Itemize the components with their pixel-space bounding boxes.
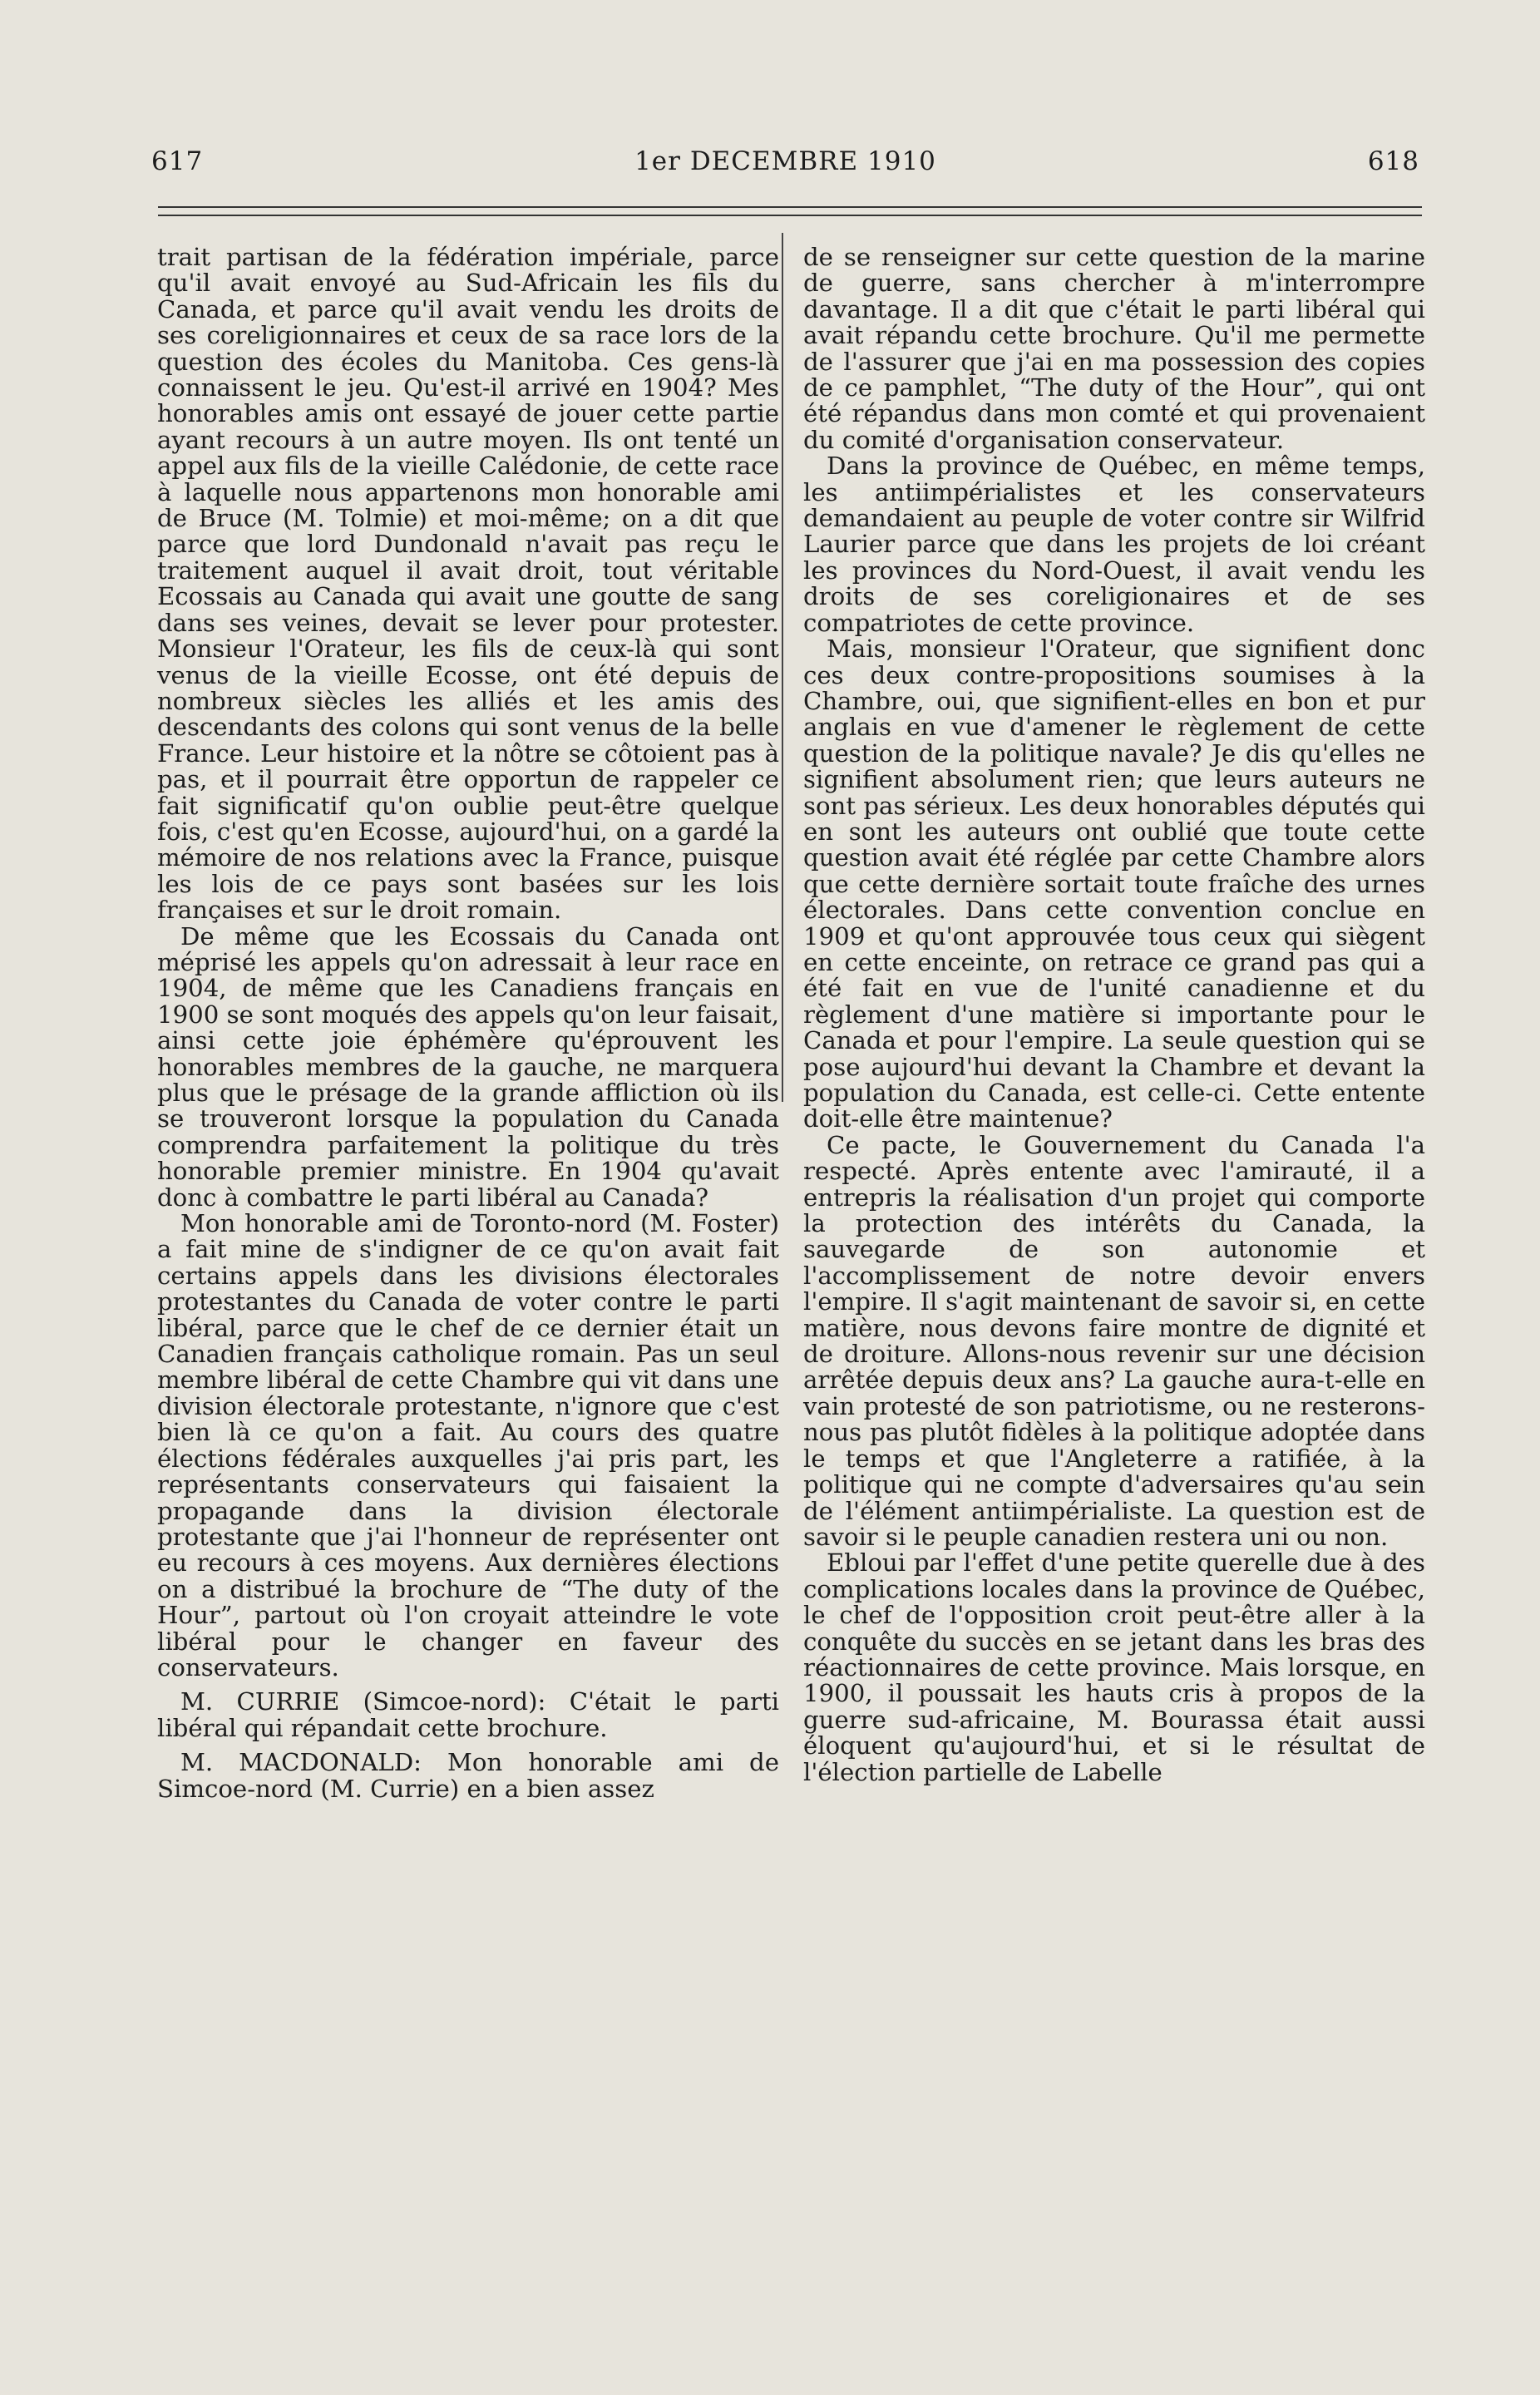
paragraph: De même que les Ecossais du Canada ont méprisé les appels qu'on adressait à leur race en 1904, de même que les Canadiens français en 1900 se sont moqués des appels qu'on leur faisait, ainsi cette joie éphémère qu'éprouvent les honorables membres de la gauche, ne marquera plus que le présage de la grande affliction où ils se trouveront lorsque la population du Canada comprendra parfaitement la politique du très honorable premier ministre. En 1904 qu'avait donc à combattre le parti libéral au Canada? xyxy=(157,921,779,1212)
paragraph: Ebloui par l'effet d'une petite querelle due à des complications locales dans la province de Québec, le chef de l'opposition croit peut-être aller à la conquête du succès en se jetant dans les bras des réactionnaires de cette province. Mais lorsque, en 1900, il poussait les hauts cris à propos de la guerre sud-africaine, M. Bourassa était aussi éloquent qu'aujourd'hui, et si le résultat de l'élection partielle de Labelle xyxy=(803,1548,1425,1786)
paragraph: Mon honorable ami de Toronto-nord (M. Foster) a fait mine de s'indigner de ce qu'on avait fait certains appels dans les divisions électorales protestantes du Canada de voter contre le parti libéral, parce que le chef de ce dernier était un Canadien français catholique romain. Pas un seul membre libéral de cette Chambre qui vit dans une division électorale protestante, n'ignore que c'est bien là ce qu'on a fait. Au cours des quatre élections fédérales auxquelles j'ai pris part, les représentants conservateurs qui faisaient la propagande dans la division électorale protestante que j'ai l'honneur de représenter ont eu recours à ces moyens. Aux dernières élections on a distribué la brochure de “The duty of the Hour”, partout où l'on croyait atteindre le vote libéral pour le changer en faveur des conservateurs. xyxy=(157,1209,779,1681)
header-rule-top xyxy=(158,206,1422,208)
column-divider xyxy=(782,233,783,1102)
speaker-paragraph: M. CURRIE (Simcoe-nord): C'était le parti libéral qui répandait cette brochure. xyxy=(157,1687,779,1742)
paragraph: Dans la province de Québec, en même temps, les antiimpérialistes et les conservateurs demandaient au peuple de voter contre sir Wilfrid Laurier parce que dans les projets de loi créant les provinces du Nord-Ouest, il avait vendu les droits de ses coreligionaires et de ses compatriotes de cette province. xyxy=(803,452,1425,637)
paragraph: Ce pacte, le Gouvernement du Canada l'a respecté. Après entente avec l'amirauté, il a entrepris la réalisation d'un projet qui comporte la protection des intérêts du Canada, la sauvegarde de son autonomie et l'accomplissement de notre devoir envers l'empire. Il s'agit maintenant de savoir si, en cette matière, nous devons faire montre de dignité et de droiture. Allons-nous revenir sur une décision arrêtée depuis deux ans? La gauche aura-t-elle en vain protesté de son patriotisme, ou ne resterons-nous pas plutôt fidèles à la politique adoptée dans le temps et que l'Angleterre a ratifiée, à la politique qui ne compte d'adversaires qu'au sein de l'élément antiimpérialiste. La question est de savoir si le peuple canadien restera uni ou non. xyxy=(803,1130,1425,1551)
page-number-left: 617 xyxy=(151,146,204,176)
left-column xyxy=(157,244,779,1802)
page-header xyxy=(151,146,1419,188)
paragraph: trait partisan de la fédération impériale, parce qu'il avait envoyé au Sud-Africain les fils du Canada, et parce qu'il avait vendu les droits de ses coreligionnaires et ceux de sa race lors de la question des écoles du Manitoba. Ces gens-là connaissent le jeu. Qu'est-il arrivé en 1904? Mes honorables amis ont essayé de jouer cette partie ayant recours à un autre moyen. Ils ont tenté un appel aux fils de la vieille Calédonie, de cette race à laquelle nous appartenons mon honorable ami de Bruce (M. Tolmie) et moi-même; on a dit que parce que lord Dundonald n'avait pas reçu le traitement auquel il avait droit, tout véritable Ecossais au Canada qui avait une goutte de sang dans ses veines, devait se lever pour protester. Monsieur l'Orateur, les fils de ceux-là qui sont venus de la vieille Ecosse, ont été depuis de nombreux siècles les alliés et les amis des descendants des colons qui sont venus de la belle France. Leur histoire et la nôtre se côtoient pas à pas, et il pourrait être opportun de rappeler ce fait significatif qu'on oublie peut-être quelque fois, c'est qu'en Ecosse, aujourd'hui, on a gardé la mémoire de nos relations avec la France, puisque les lois de ce pays sont basées sur les lois françaises et sur le droit romain. xyxy=(157,243,779,925)
paragraph: de se renseigner sur cette question de la marine de guerre, sans chercher à m'interrompre davantage. Il a dit que c'était le parti libéral qui avait répandu cette brochure. Qu'il me permette de l'assurer que j'ai en ma possession des copies de ce pamphlet, “The duty of the Hour”, qui ont été répandus dans mon comté et qui provenaient du comité d'organisation conservateur. xyxy=(803,243,1425,454)
speaker-paragraph: M. MACDONALD: Mon honorable ami de Simcoe-nord (M. Currie) en a bien assez xyxy=(157,1748,779,1803)
paragraph: Mais, monsieur l'Orateur, que signifient donc ces deux contre-propositions soumises à la Chambre, oui, que signifient-elles en bon et pur anglais en vue d'amener le règlement de cette question de la politique navale? Je dis qu'elles ne signifient absolument rien; que leurs auteurs ne sont pas sérieux. Les deux honorables députés qui en sont les auteurs ont oublié que toute cette question avait été réglée par cette Chambre alors que cette dernière sortait toute fraîche des urnes électorales. Dans cette convention conclue en 1909 et qu'ont approuvée tous ceux qui siègent en cette enceinte, on retrace ce grand pas qui a été fait en vue de l'unité canadienne et du règlement d'une matière si importante pour le Canada et pour l'empire. La seule question qui se pose aujourd'hui devant la Chambre et devant la population du Canada, est celle-ci. Cette entente doit-elle être maintenue? xyxy=(803,635,1425,1133)
page-number-right: 618 xyxy=(1367,146,1419,176)
right-column xyxy=(803,244,1425,1785)
header-date: 1er DECEMBRE 1910 xyxy=(634,146,936,176)
header-rule-bottom xyxy=(158,215,1422,216)
